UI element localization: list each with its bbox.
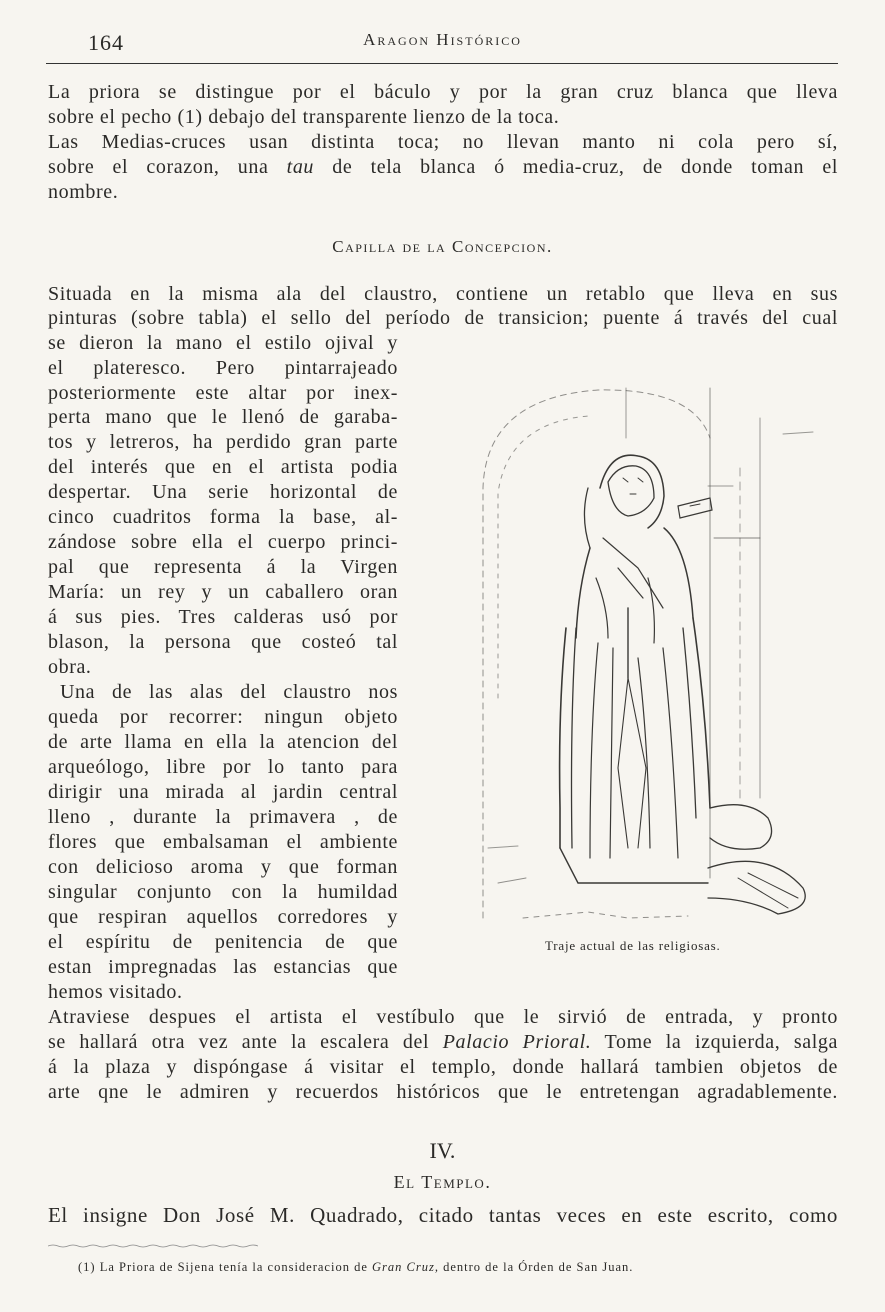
text-line: del interés que en el artista podia xyxy=(48,456,398,478)
text-line: pal que representa á la Virgen xyxy=(48,556,398,578)
text-line: el espíritu de penitencia de que xyxy=(48,931,398,953)
running-title: Aragon Histórico xyxy=(363,30,522,49)
text-line: á sus pies. Tres calderas usó por xyxy=(48,606,398,628)
text-line: de arte llama en ella la atencion del xyxy=(48,731,398,753)
section-heading: Capilla de la Concepcion. xyxy=(332,237,553,256)
italic-word: Palacio Prioral. xyxy=(442,1031,592,1053)
text-line: La priora se distingue por el báculo y por la gran cruz blanca que lleva xyxy=(48,81,838,103)
text-line: cinco cuadritos forma la base, al- xyxy=(48,506,398,528)
footnote: (1) La Priora de Sijena tenía la consideracion de Gran Cruz, dentro de la Órden de San Juan. xyxy=(78,1260,634,1274)
text-line: flores que embalsaman el ambiente xyxy=(48,831,398,853)
text-line: á la plaza y dispóngase á visitar el templo, donde hallará tambien objetos de xyxy=(48,1056,838,1078)
text-line: se dieron la mano el estilo ojival y xyxy=(48,332,398,354)
text-line: nombre. xyxy=(48,181,119,203)
text-line: arqueólogo, libre por lo tanto para xyxy=(48,756,398,778)
text-line: zándose sobre ella el cuerpo princi- xyxy=(48,531,398,553)
text-line: despertar. Una serie horizontal de xyxy=(48,481,398,503)
italic-word: tau xyxy=(286,156,315,178)
text-line: tos y letreros, ha perdido gran parte xyxy=(48,431,398,453)
text-line: posteriormente este altar por inex- xyxy=(48,382,398,404)
text-line: lleno , durante la primavera , de xyxy=(48,806,398,828)
text-line: pinturas (sobre tabla) el sello del período de transicion; puente á través del cual xyxy=(48,307,838,329)
figure-caption: Traje actual de las religiosas. xyxy=(545,938,721,953)
footnote-rule xyxy=(48,1244,258,1248)
text-line: con delicioso aroma y que forman xyxy=(48,856,398,878)
section-number: IV. xyxy=(429,1138,456,1163)
text-line: el plateresco. Pero pintarrajeado xyxy=(48,357,398,379)
text-line: Las Medias-cruces usan distinta toca; no llevan manto ni cola pero sí, xyxy=(48,131,838,153)
text-line: Una de las alas del claustro nos xyxy=(60,681,398,703)
page-number: 164 xyxy=(88,30,124,55)
section-title: El Templo. xyxy=(393,1172,492,1192)
text-line: que respiran aquellos corredores y xyxy=(48,906,398,928)
text-line: queda por recorrer: ningun objeto xyxy=(48,706,398,728)
text-line: Atraviese despues el artista el vestíbulo que le sirvió de entrada, y pronto xyxy=(48,1006,838,1028)
text-line: Situada en la misma ala del claustro, contiene un retablo que lleva en sus xyxy=(48,283,838,305)
text-line: blason, la persona que costeó tal xyxy=(48,631,398,653)
text-line: estan impregnadas las estancias que xyxy=(48,956,398,978)
text-line: sobre el pecho (1) debajo del transparente lienzo de la toca. xyxy=(48,106,560,128)
text-line: hemos visitado. xyxy=(48,981,183,1003)
text-line: El insigne Don José M. Quadrado, citado tantas veces en este escrito, como xyxy=(48,1203,838,1227)
text-line: singular conjunto con la humildad xyxy=(48,881,398,903)
text-line: obra. xyxy=(48,656,92,678)
nun-habit-illustration xyxy=(478,378,823,928)
italic-word: Gran Cruz, xyxy=(372,1260,439,1274)
text-line: dirigir una mirada al jardin central xyxy=(48,781,398,803)
text-line: se hallará otra vez ante la escalera del Palacio Prioral. Tome la izquierda, salga xyxy=(48,1031,838,1053)
text-line: María: un rey y un caballero oran xyxy=(48,581,398,603)
text-line: sobre el corazon, una tau de tela blanca ó media-cruz, de donde toman el xyxy=(48,156,838,178)
text-line: arte qne le admiren y recuerdos históricos que le entretengan agradablemente. xyxy=(48,1081,838,1103)
header-rule xyxy=(46,63,838,64)
text-line: perta mano que le llenó de garaba- xyxy=(48,406,398,428)
